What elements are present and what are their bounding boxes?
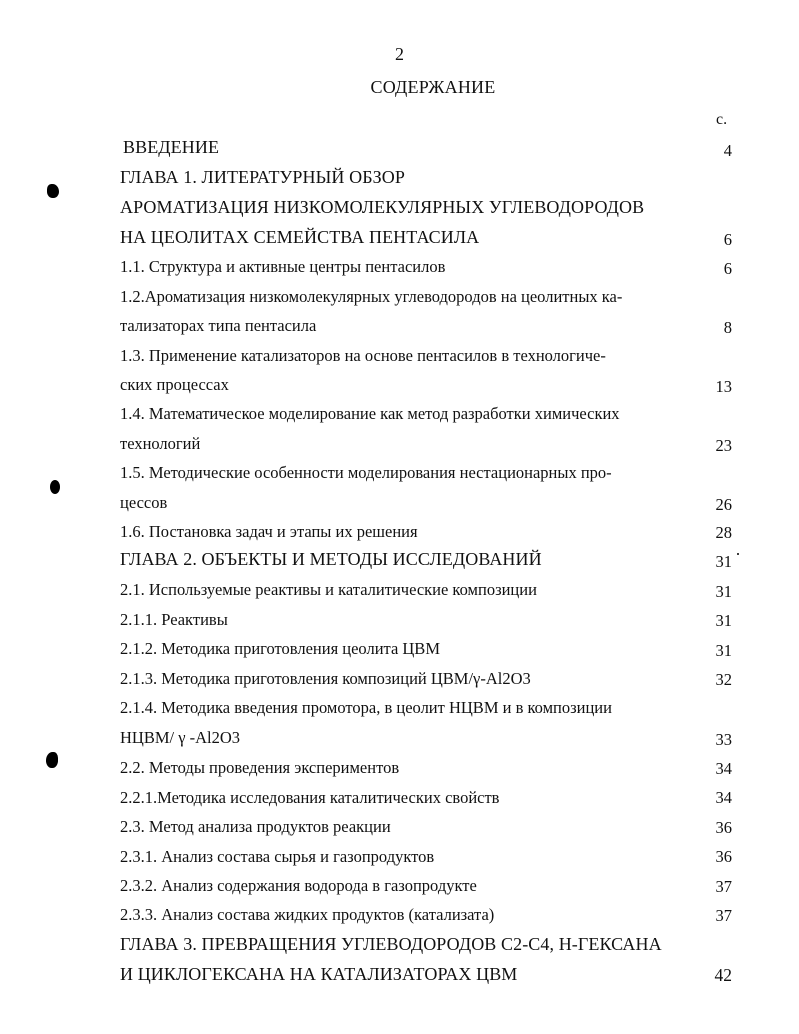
toc-page-number: 31 (715, 582, 732, 601)
toc-page-number: 33 (715, 730, 732, 749)
toc-page-number: 8 (723, 318, 732, 337)
toc-entry: 1.4. Математическое моделирование как метод разработки химических (120, 404, 620, 423)
toc-chapter-heading: НА ЦЕОЛИТАХ СЕМЕЙСТВА ПЕНТАСИЛА (120, 227, 480, 247)
page-number: 2 (395, 44, 404, 64)
ink-speck (47, 184, 59, 198)
toc-page-number: 6 (723, 259, 732, 278)
toc-page-number: 31 (715, 552, 732, 571)
toc-entry: 2.1.4. Методика введения промотора, в цеолит НЦВМ и в композиции (120, 698, 612, 717)
toc-entry: 2.1.2. Методика приготовления цеолита ЦВМ (120, 639, 440, 658)
toc-entry: 2.2. Методы проведения экспериментов (120, 758, 400, 777)
toc-page-number: 23 (715, 436, 732, 455)
toc-entry: НЦВМ/ γ -Al2O3 (120, 728, 241, 747)
toc-page-number: 13 (715, 377, 732, 396)
toc-entry: 1.2.Ароматизация низкомолекулярных углеводородов на цеолитных ка- (120, 287, 623, 306)
toc-entry: 2.3.2. Анализ содержания водорода в газопродукте (120, 876, 477, 895)
toc-chapter-heading: И ЦИКЛОГЕКСАНА НА КАТАЛИЗАТОРАХ ЦВМ (120, 964, 518, 984)
toc-page-number: 34 (715, 788, 732, 807)
toc-entry: ВВЕДЕНИЕ (123, 137, 220, 157)
toc-chapter-heading: ГЛАВА 2. ОБЪЕКТЫ И МЕТОДЫ ИССЛЕДОВАНИЙ (120, 549, 542, 569)
toc-page-number: 31 (715, 641, 732, 660)
toc-title: СОДЕРЖАНИЕ (370, 77, 496, 97)
toc-entry: тализаторах типа пентасила (120, 316, 317, 335)
toc-entry: 2.1.3. Методика приготовления композиций ЦВМ/γ-Al2O3 (120, 669, 531, 688)
toc-entry: 1.6. Постановка задач и этапы их решения (120, 522, 418, 541)
toc-entry: 2.3.1. Анализ состава сырья и газопродуктов (120, 847, 435, 866)
toc-chapter-heading: ГЛАВА 3. ПРЕВРАЩЕНИЯ УГЛЕВОДОРОДОВ C2-C4, Н-ГЕКСАНА (120, 934, 662, 954)
toc-page-number: 42 (714, 965, 732, 985)
toc-chapter-heading: АРОМАТИЗАЦИЯ НИЗКОМОЛЕКУЛЯРНЫХ УГЛЕВОДОРОДОВ (120, 197, 645, 217)
page-column-header: с. (716, 111, 728, 128)
toc-page-number: 28 (715, 523, 732, 542)
toc-page-number: 31 (715, 611, 732, 630)
ink-speck (50, 480, 60, 494)
toc-entry: цессов (120, 493, 168, 512)
toc-page-number: 4 (723, 141, 732, 160)
toc-page-number: 36 (715, 818, 732, 837)
toc-page-number: 37 (715, 906, 732, 925)
toc-page-number: 26 (715, 495, 732, 514)
toc-page-number: 37 (715, 877, 732, 896)
toc-page-number: 6 (723, 230, 732, 249)
toc-entry: 1.1. Структура и активные центры пентасилов (120, 257, 446, 276)
ink-speck (46, 752, 58, 768)
toc-entry: 2.3.3. Анализ состава жидких продуктов (катализата) (120, 905, 495, 924)
toc-page-number: 32 (715, 670, 732, 689)
toc-entry: 1.3. Применение катализаторов на основе пентасилов в технологиче- (120, 346, 606, 365)
toc-entry: 2.2.1.Методика исследования каталитических свойств (120, 788, 500, 807)
toc-entry: 1.5. Методические особенности моделирования нестационарных про- (120, 463, 612, 482)
ink-speck (737, 553, 739, 555)
toc-entry: технологий (120, 434, 201, 453)
toc-page-number: 34 (715, 759, 732, 778)
toc-entry: 2.1.1. Реактивы (120, 610, 228, 629)
toc-page-number: 36 (715, 847, 732, 866)
toc-entry: 2.1. Используемые реактивы и каталитические композиции (120, 580, 537, 599)
toc-entry: 2.3. Метод анализа продуктов реакции (120, 817, 391, 836)
toc-entry: ских процессах (120, 375, 229, 394)
toc-chapter-heading: ГЛАВА 1. ЛИТЕРАТУРНЫЙ ОБЗОР (120, 167, 405, 187)
